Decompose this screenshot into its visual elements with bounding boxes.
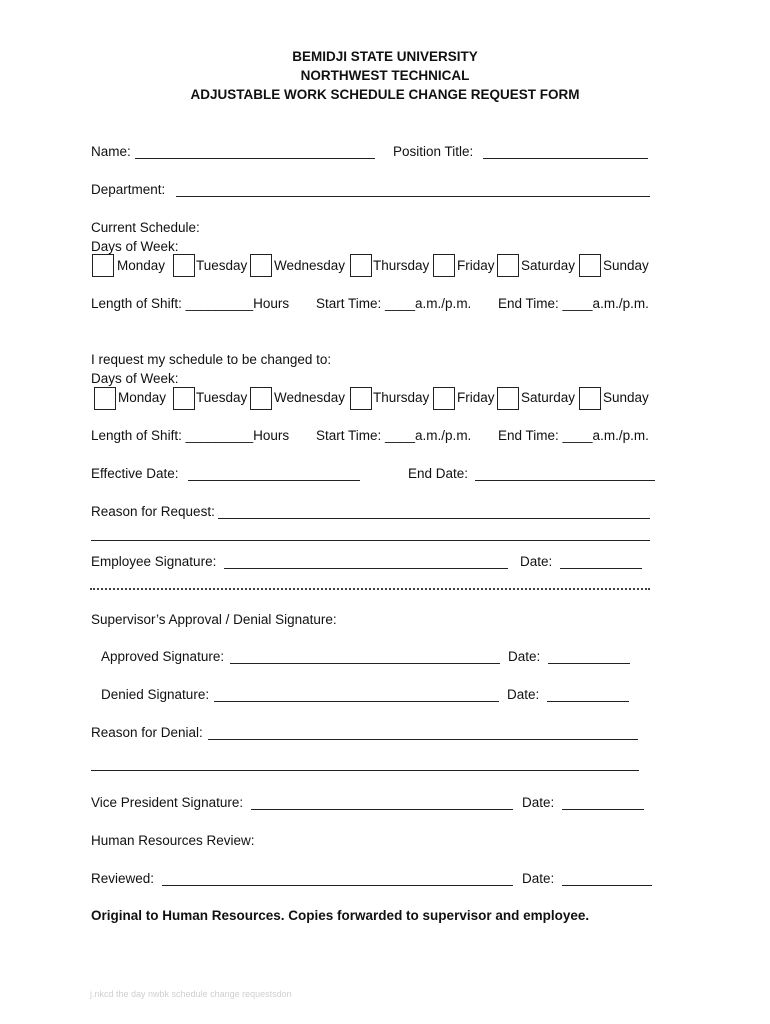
reason-denial-field-line2[interactable] — [91, 770, 639, 771]
header-campus: NORTHWEST TECHNICAL — [300, 68, 470, 83]
requested-monday-label: Monday — [118, 390, 167, 405]
current-thursday-label: Thursday — [373, 258, 430, 273]
supervisor-heading: Supervisor’s Approval / Denial Signature: — [91, 612, 337, 627]
current-saturday-checkbox[interactable] — [497, 254, 519, 277]
requested-tuesday-label: Tuesday — [196, 390, 248, 405]
current-wednesday-checkbox[interactable] — [250, 254, 272, 277]
hr-review-heading: Human Resources Review: — [91, 833, 255, 848]
form-title: ADJUSTABLE WORK SCHEDULE CHANGE REQUEST FORM — [190, 87, 580, 102]
requested-wednesday-label: Wednesday — [274, 390, 346, 405]
requested-sunday-label: Sunday — [603, 390, 649, 405]
requested-friday-checkbox[interactable] — [433, 387, 455, 410]
reviewed-label: Reviewed: — [91, 871, 155, 886]
approved-signature-field[interactable] — [230, 663, 500, 664]
approved-signature-label: Approved Signature: — [101, 649, 225, 664]
current-thursday-checkbox[interactable] — [350, 254, 372, 277]
header-university: BEMIDJI STATE UNIVERSITY — [292, 49, 478, 64]
current-tuesday-label: Tuesday — [196, 258, 248, 273]
employee-date-field[interactable] — [560, 568, 642, 569]
vp-signature-field[interactable] — [251, 809, 513, 810]
current-monday-checkbox[interactable] — [92, 254, 114, 277]
reviewed-field[interactable] — [162, 885, 513, 886]
employee-signature-field[interactable] — [224, 568, 508, 569]
current-schedule-heading: Current Schedule: — [91, 220, 200, 235]
requested-start-time[interactable]: Start Time: ____a.m./p.m. — [316, 428, 472, 443]
reviewed-date-field[interactable] — [562, 885, 652, 886]
current-days-label: Days of Week: — [91, 239, 179, 254]
requested-saturday-label: Saturday — [521, 390, 576, 405]
reason-request-label: Reason for Request: — [91, 504, 215, 519]
position-title-field[interactable] — [483, 158, 648, 159]
name-field[interactable] — [135, 158, 375, 159]
requested-schedule-heading: I request my schedule to be changed to: — [91, 352, 332, 367]
current-sunday-checkbox[interactable] — [579, 254, 601, 277]
denied-date-field[interactable] — [547, 701, 629, 702]
faint-footer-text: j.nkcd the day nwbk schedule change requestsdon — [90, 989, 292, 999]
requested-shift-length[interactable]: Length of Shift: _________Hours — [91, 428, 290, 443]
requested-end-time[interactable]: End Time: ____a.m./p.m. — [498, 428, 649, 443]
reason-request-field-line2[interactable] — [91, 540, 650, 541]
current-wednesday-label: Wednesday — [274, 258, 346, 273]
requested-days-label: Days of Week: — [91, 371, 179, 386]
reason-denial-field[interactable] — [208, 739, 638, 740]
employee-signature-label: Employee Signature: — [91, 554, 217, 569]
reviewed-date-label: Date: — [522, 871, 555, 886]
vp-date-label: Date: — [522, 795, 555, 810]
denied-signature-label: Denied Signature: — [101, 687, 210, 702]
vp-signature-label: Vice President Signature: — [91, 795, 244, 810]
current-friday-checkbox[interactable] — [433, 254, 455, 277]
current-sunday-label: Sunday — [603, 258, 649, 273]
department-field[interactable] — [176, 196, 650, 197]
end-date-field[interactable] — [475, 480, 655, 481]
reason-request-field[interactable] — [218, 518, 650, 519]
denied-date-label: Date: — [507, 687, 540, 702]
current-monday-label: Monday — [117, 258, 166, 273]
requested-wednesday-checkbox[interactable] — [250, 387, 272, 410]
employee-date-label: Date: — [520, 554, 553, 569]
requested-monday-checkbox[interactable] — [94, 387, 116, 410]
current-start-time[interactable]: Start Time: ____a.m./p.m. — [316, 296, 472, 311]
current-shift-length[interactable]: Length of Shift: _________Hours — [91, 296, 290, 311]
requested-sunday-checkbox[interactable] — [579, 387, 601, 410]
end-date-label: End Date: — [408, 466, 469, 481]
effective-date-field[interactable] — [188, 480, 360, 481]
requested-friday-label: Friday — [457, 390, 495, 405]
section-divider — [90, 588, 650, 590]
requested-thursday-checkbox[interactable] — [350, 387, 372, 410]
requested-tuesday-checkbox[interactable] — [173, 387, 195, 410]
distribution-note: Original to Human Resources. Copies forwarded to supervisor and employee. — [91, 908, 590, 923]
approved-date-field[interactable] — [548, 663, 630, 664]
current-friday-label: Friday — [457, 258, 495, 273]
name-label: Name: — [91, 144, 131, 159]
denied-signature-field[interactable] — [214, 701, 499, 702]
current-tuesday-checkbox[interactable] — [173, 254, 195, 277]
vp-date-field[interactable] — [562, 809, 644, 810]
current-saturday-label: Saturday — [521, 258, 576, 273]
approved-date-label: Date: — [508, 649, 541, 664]
requested-saturday-checkbox[interactable] — [497, 387, 519, 410]
requested-thursday-label: Thursday — [373, 390, 430, 405]
effective-date-label: Effective Date: — [91, 466, 179, 481]
reason-denial-label: Reason for Denial: — [91, 725, 203, 740]
department-label: Department: — [91, 182, 166, 197]
position-title-label: Position Title: — [393, 144, 474, 159]
current-end-time[interactable]: End Time: ____a.m./p.m. — [498, 296, 649, 311]
